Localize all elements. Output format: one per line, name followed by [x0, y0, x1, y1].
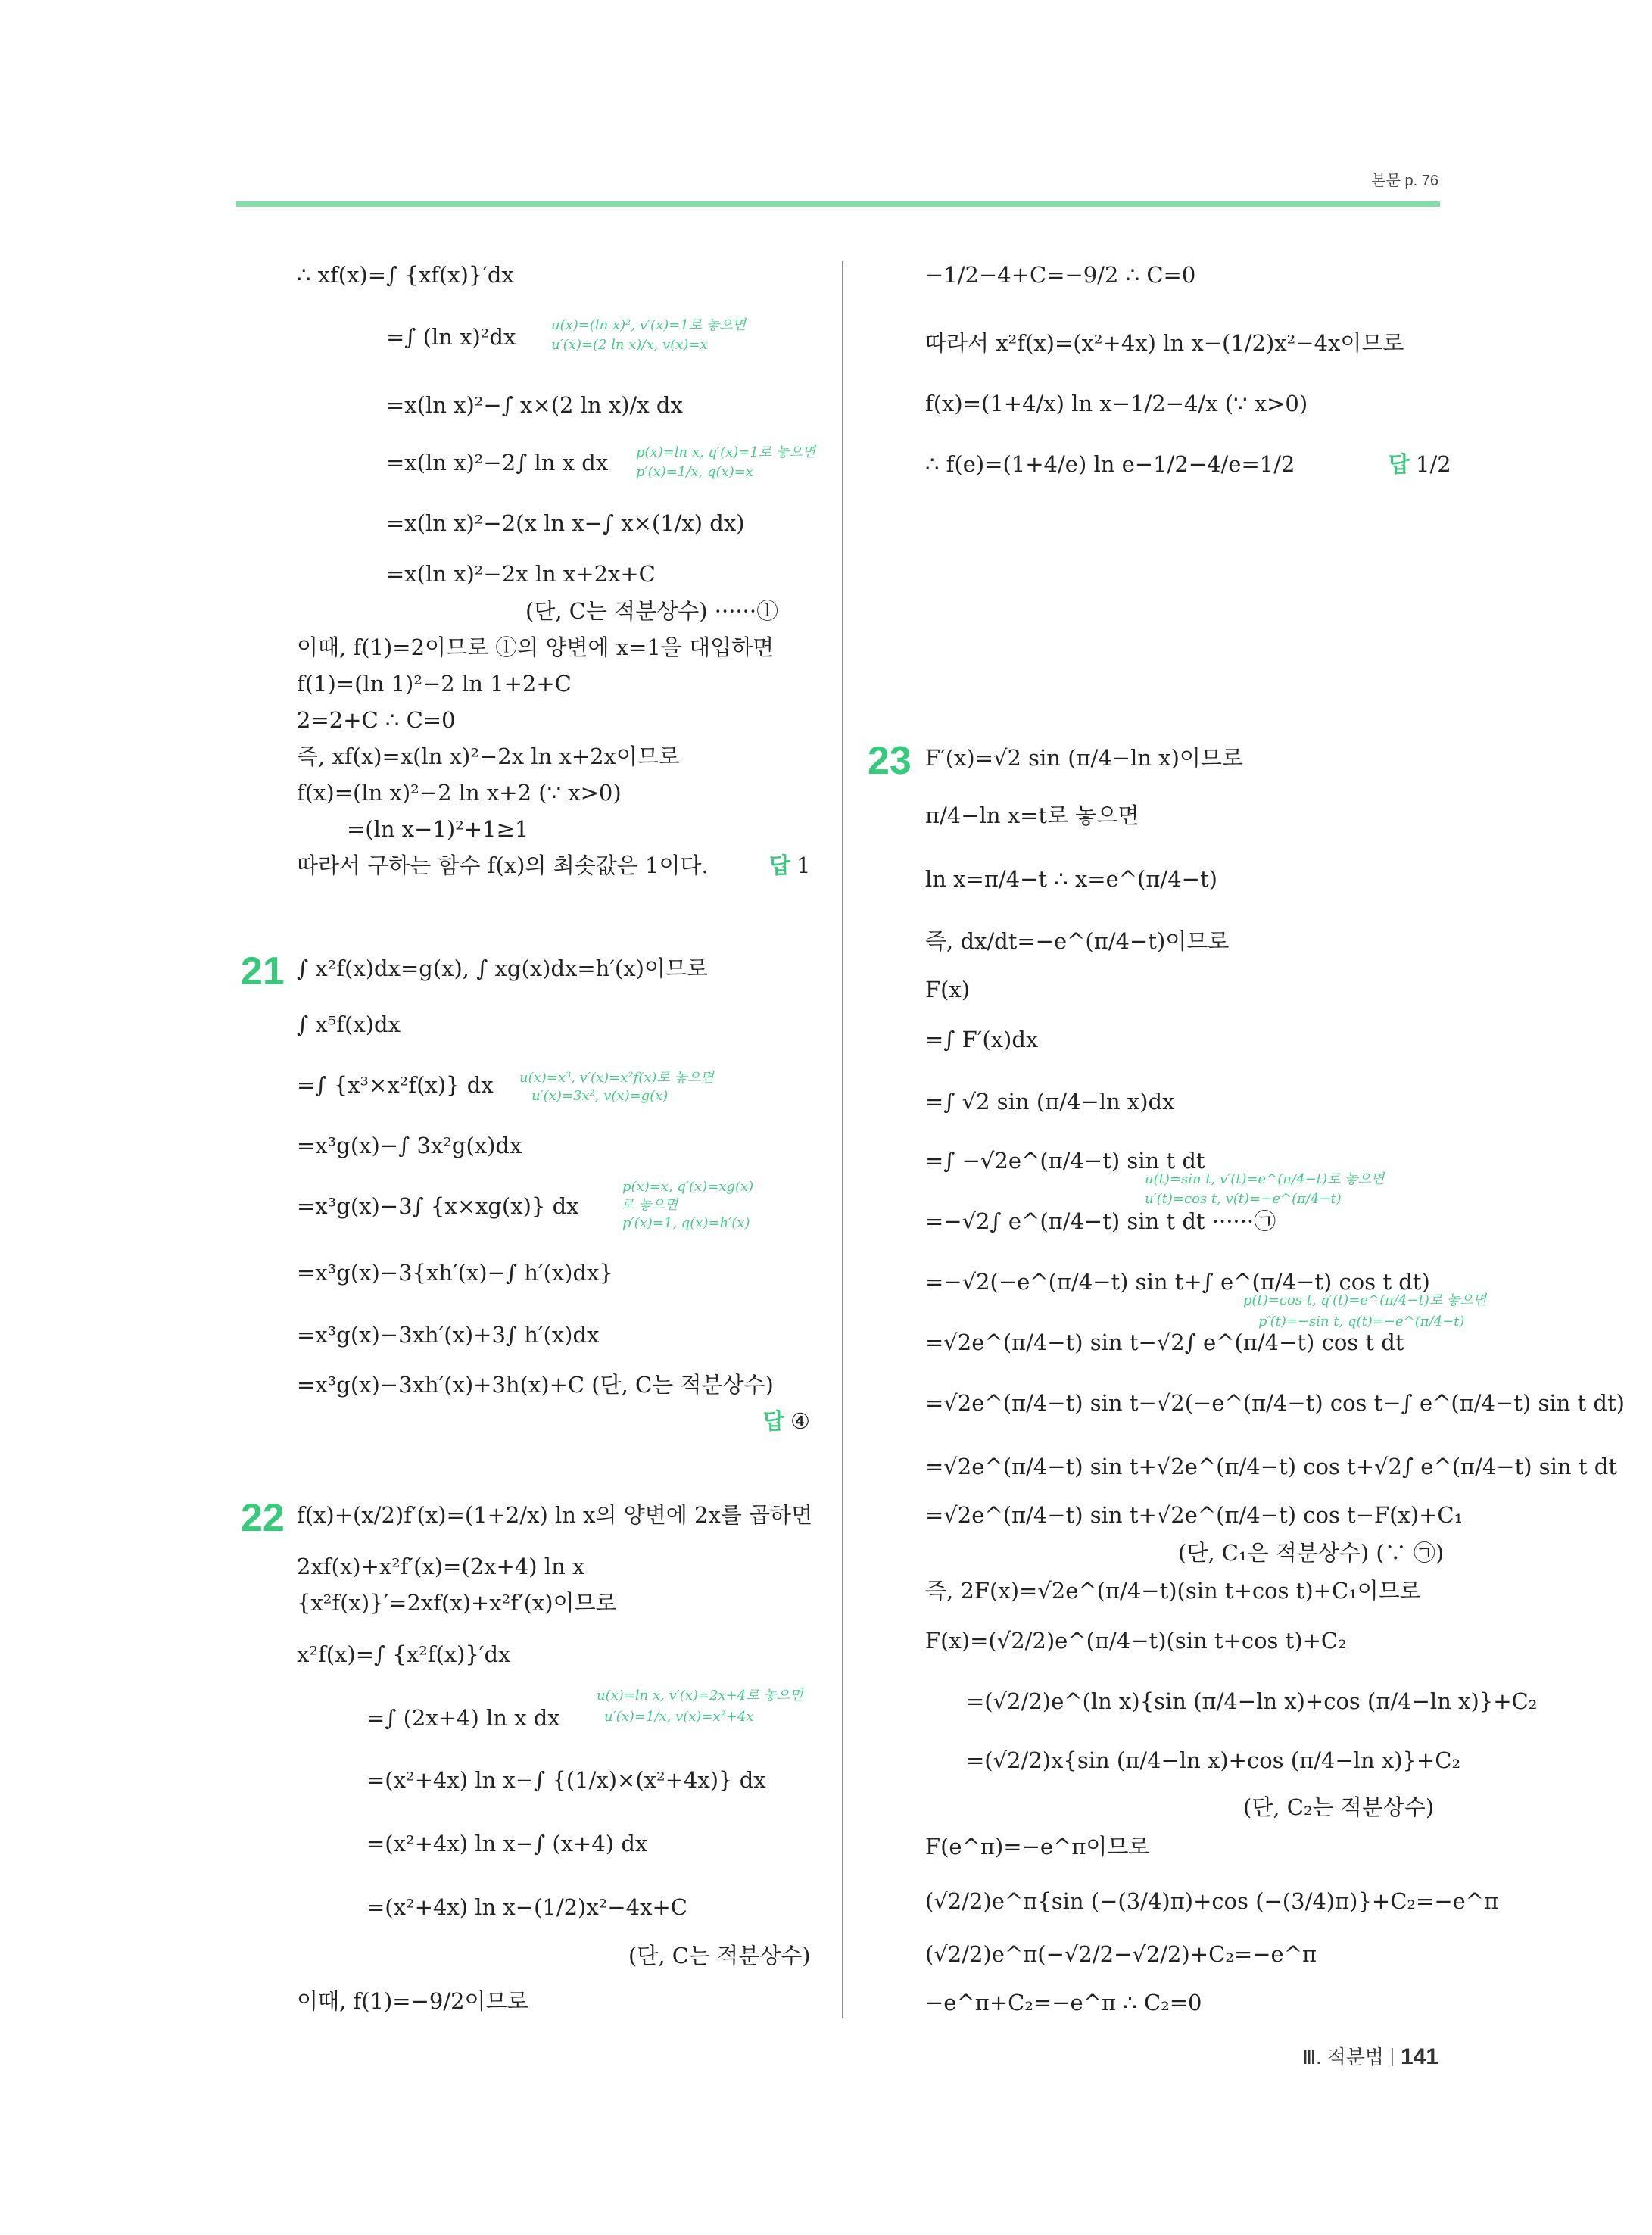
equation-line: =√2e^(π/4−t) sin t−√2(−e^(π/4−t) cos t−∫ e^(π/4−t) sin t dt) — [925, 1390, 1625, 1416]
footer-separator — [1392, 2048, 1393, 2066]
equation-line: =∫ √2 sin (π/4−ln x)dx — [925, 1089, 1175, 1114]
equation-line: =(ln x−1)²+1≥1 — [347, 816, 529, 842]
equation-line: ln x=π/4−t ∴ x=e^(π/4−t) — [925, 866, 1217, 892]
answer-value: ④ — [790, 1408, 811, 1434]
equation-line: 2xf(x)+x²f′(x)=(2x+4) ln x — [297, 1554, 585, 1579]
equation-line: x²f(x)=∫ {x²f(x)}′dx — [297, 1641, 511, 1667]
equation-line: =x(ln x)²−2(x ln x−∫ x×(1/x) dx) — [386, 510, 745, 536]
substitution-note: u′(t)=cos t, v(t)=−e^(π/4−t) — [1145, 1191, 1342, 1207]
problem-number-23: 23 — [868, 739, 912, 783]
answer-20 — [769, 852, 810, 880]
text-line: 따라서 구하는 함수 f(x)의 최솟값은 1이다. — [297, 853, 709, 878]
answer-21 — [763, 1407, 810, 1435]
substitution-note: p(x)=x, q′(x)=xg(x) — [622, 1179, 754, 1195]
equation-line: (√2/2)e^π(−√2/2−√2/2)+C₂=−e^π — [925, 1941, 1317, 1967]
equation-line: =(x²+4x) ln x−∫ (x+4) dx — [366, 1831, 648, 1856]
equation-line: f(1)=(ln 1)²−2 ln 1+2+C — [297, 671, 572, 697]
equation-line: =(x²+4x) ln x−∫ {(1/x)×(x²+4x)} dx — [366, 1767, 766, 1793]
substitution-note: u(x)=ln x, v′(x)=2x+4로 놓으면 — [597, 1688, 803, 1704]
equation-line: =√2e^(π/4−t) sin t+√2e^(π/4−t) cos t+√2∫ e^(π/4−t) sin t dt — [925, 1454, 1617, 1479]
equation-line: =∫ (2x+4) ln x dx — [366, 1705, 560, 1731]
equation-line: =−√2∫ e^(π/4−t) sin t dt ······㉠ — [925, 1208, 1276, 1234]
equation-line: −1/2−4+C=−9/2 ∴ C=0 — [925, 262, 1196, 288]
equation-line: =−√2(−e^(π/4−t) sin t+∫ e^(π/4−t) cos t dt) — [925, 1269, 1430, 1295]
equation-line: =∫ (ln x)²dx — [386, 324, 516, 350]
substitution-note: u′(x)=3x², v(x)=g(x) — [531, 1088, 669, 1104]
page-reference: 본문 p. 76 — [1371, 173, 1438, 189]
column-divider — [842, 261, 843, 2018]
equation-line: F(x)=(√2/2)e^(π/4−t)(sin t+cos t)+C₂ — [925, 1628, 1347, 1654]
equation-line: ∴ f(e)=(1+4/e) ln e−1/2−4/e=1/2 — [925, 451, 1295, 477]
equation-line: =x³g(x)−3∫ {x×xg(x)} dx — [297, 1193, 579, 1219]
equation-line: (단, C₂는 적분상수) — [1243, 1794, 1435, 1820]
answer-label: 답 — [1389, 453, 1410, 477]
equation-line: F(x) — [925, 977, 971, 1002]
problem-number-21: 21 — [241, 949, 285, 993]
equation-line: =x³g(x)−3xh′(x)+3h(x)+C (단, C는 적분상수) — [297, 1372, 774, 1398]
equation-line: =x(ln x)²−∫ x×(2 ln x)/x dx — [386, 392, 683, 418]
substitution-note: p′(x)=1/x, q(x)=x — [636, 464, 753, 480]
equation-line: =x³g(x)−3xh′(x)+3∫ h′(x)dx — [297, 1322, 600, 1348]
equation-line: =(√2/2)x{sin (π/4−ln x)+cos (π/4−ln x)}+C₂ — [966, 1747, 1461, 1773]
equation-line: (√2/2)e^π{sin (−(3/4)π)+cos (−(3/4)π)}+C₂=−e^π — [925, 1888, 1499, 1914]
page-footer — [1302, 2042, 1438, 2070]
answer-value: 1/2 — [1416, 451, 1451, 477]
answer-label: 답 — [763, 1410, 785, 1434]
page-number: 141 — [1400, 2044, 1438, 2069]
equation-line: f(x)=(1+4/x) ln x−1/2−4/x (∵ x>0) — [925, 391, 1308, 416]
equation-line: =x³g(x)−∫ 3x²g(x)dx — [297, 1133, 522, 1158]
equation-line: =∫ −√2e^(π/4−t) sin t dt — [925, 1148, 1205, 1174]
equation-line: ∴ xf(x)=∫ {xf(x)}′dx — [297, 262, 514, 288]
substitution-note: p(x)=ln x, q′(x)=1로 놓으면 — [636, 444, 816, 460]
equation-line: =√2e^(π/4−t) sin t+√2e^(π/4−t) cos t−F(x)+C₁ — [925, 1502, 1463, 1528]
substitution-note: u′(x)=1/x, v(x)=x²+4x — [604, 1709, 754, 1725]
equation-line: −e^π+C₂=−e^π ∴ C₂=0 — [925, 1990, 1202, 2015]
equation-line: (단, C는 적분상수) — [628, 1943, 811, 1968]
substitution-note: p′(x)=1, q(x)=h′(x) — [622, 1215, 750, 1231]
header-rule — [236, 201, 1440, 207]
section-label: Ⅲ. 적분법 — [1302, 2046, 1384, 2068]
equation-line: =x(ln x)²−2∫ ln x dx — [386, 450, 609, 475]
equation-line: =x³g(x)−3{xh′(x)−∫ h′(x)dx} — [297, 1260, 613, 1286]
equation-line: π/4−ln x=t로 놓으면 — [925, 803, 1139, 828]
problem-number-22: 22 — [241, 1496, 285, 1540]
substitution-note: u′(x)=(2 ln x)/x, v(x)=x — [551, 337, 708, 353]
substitution-note: u(x)=x³, v′(x)=x²f(x)로 놓으면 — [519, 1070, 714, 1086]
text-line: 이때, f(1)=2이므로 ⓛ의 양변에 x=1을 대입하면 — [297, 634, 775, 660]
text-line: 따라서 x²f(x)=(x²+4x) ln x−(1/2)x²−4x이므로 — [925, 330, 1404, 356]
text-line: 이때, f(1)=−9/2이므로 — [297, 1988, 528, 2014]
equation-line: (단, C는 적분상수) ······ⓛ — [525, 598, 779, 624]
substitution-note: 로 놓으면 — [621, 1197, 678, 1213]
equation-line: =√2e^(π/4−t) sin t−√2∫ e^(π/4−t) cos t dt — [925, 1329, 1404, 1355]
answer-value: 1 — [796, 853, 811, 878]
equation-line: =∫ F′(x)dx — [925, 1027, 1039, 1052]
equation-line: 즉, dx/dt=−e^(π/4−t)이므로 — [925, 928, 1230, 954]
answer-22 — [1389, 450, 1451, 478]
substitution-note: p(t)=cos t, q′(t)=e^(π/4−t)로 놓으면 — [1243, 1292, 1487, 1308]
equation-line: F′(x)=√2 sin (π/4−ln x)이므로 — [925, 745, 1243, 771]
substitution-note: u(x)=(ln x)², v′(x)=1로 놓으면 — [551, 317, 747, 333]
equation-line: 2=2+C ∴ C=0 — [297, 707, 456, 733]
equation-line: ∫ x⁵f(x)dx — [297, 1012, 401, 1037]
equation-line: f(x)=(ln x)²−2 ln x+2 (∵ x>0) — [297, 780, 622, 806]
equation-line: =(√2/2)e^(ln x){sin (π/4−ln x)+cos (π/4−ln x)}+C₂ — [966, 1688, 1538, 1714]
equation-line: =x(ln x)²−2x ln x+2x+C — [386, 561, 656, 587]
equation-line: =∫ {x³×x²f(x)} dx — [297, 1072, 494, 1098]
substitution-note: u(t)=sin t, v′(t)=e^(π/4−t)로 놓으면 — [1145, 1171, 1385, 1187]
substitution-note: p′(t)=−sin t, q(t)=−e^(π/4−t) — [1258, 1314, 1465, 1329]
equation-line: ∫ x²f(x)dx=g(x), ∫ xg(x)dx=h′(x)이므로 — [297, 955, 708, 981]
equation-line: 즉, 2F(x)=√2e^(π/4−t)(sin t+cos t)+C₁이므로 — [925, 1578, 1421, 1604]
equation-line: (단, C₁은 적분상수) (∵ ㉠) — [1178, 1540, 1445, 1566]
equation-line: {x²f(x)}′=2xf(x)+x²f′(x)이므로 — [297, 1590, 617, 1616]
answer-label: 답 — [769, 854, 791, 878]
equation-line: 즉, xf(x)=x(ln x)²−2x ln x+2x이므로 — [297, 743, 680, 769]
equation-line: F(e^π)=−e^π이므로 — [925, 1834, 1150, 1859]
equation-line: =(x²+4x) ln x−(1/2)x²−4x+C — [366, 1894, 687, 1920]
equation-line: f(x)+(x/2)f′(x)=(1+2/x) ln x의 양변에 2x를 곱하면 — [297, 1502, 813, 1528]
